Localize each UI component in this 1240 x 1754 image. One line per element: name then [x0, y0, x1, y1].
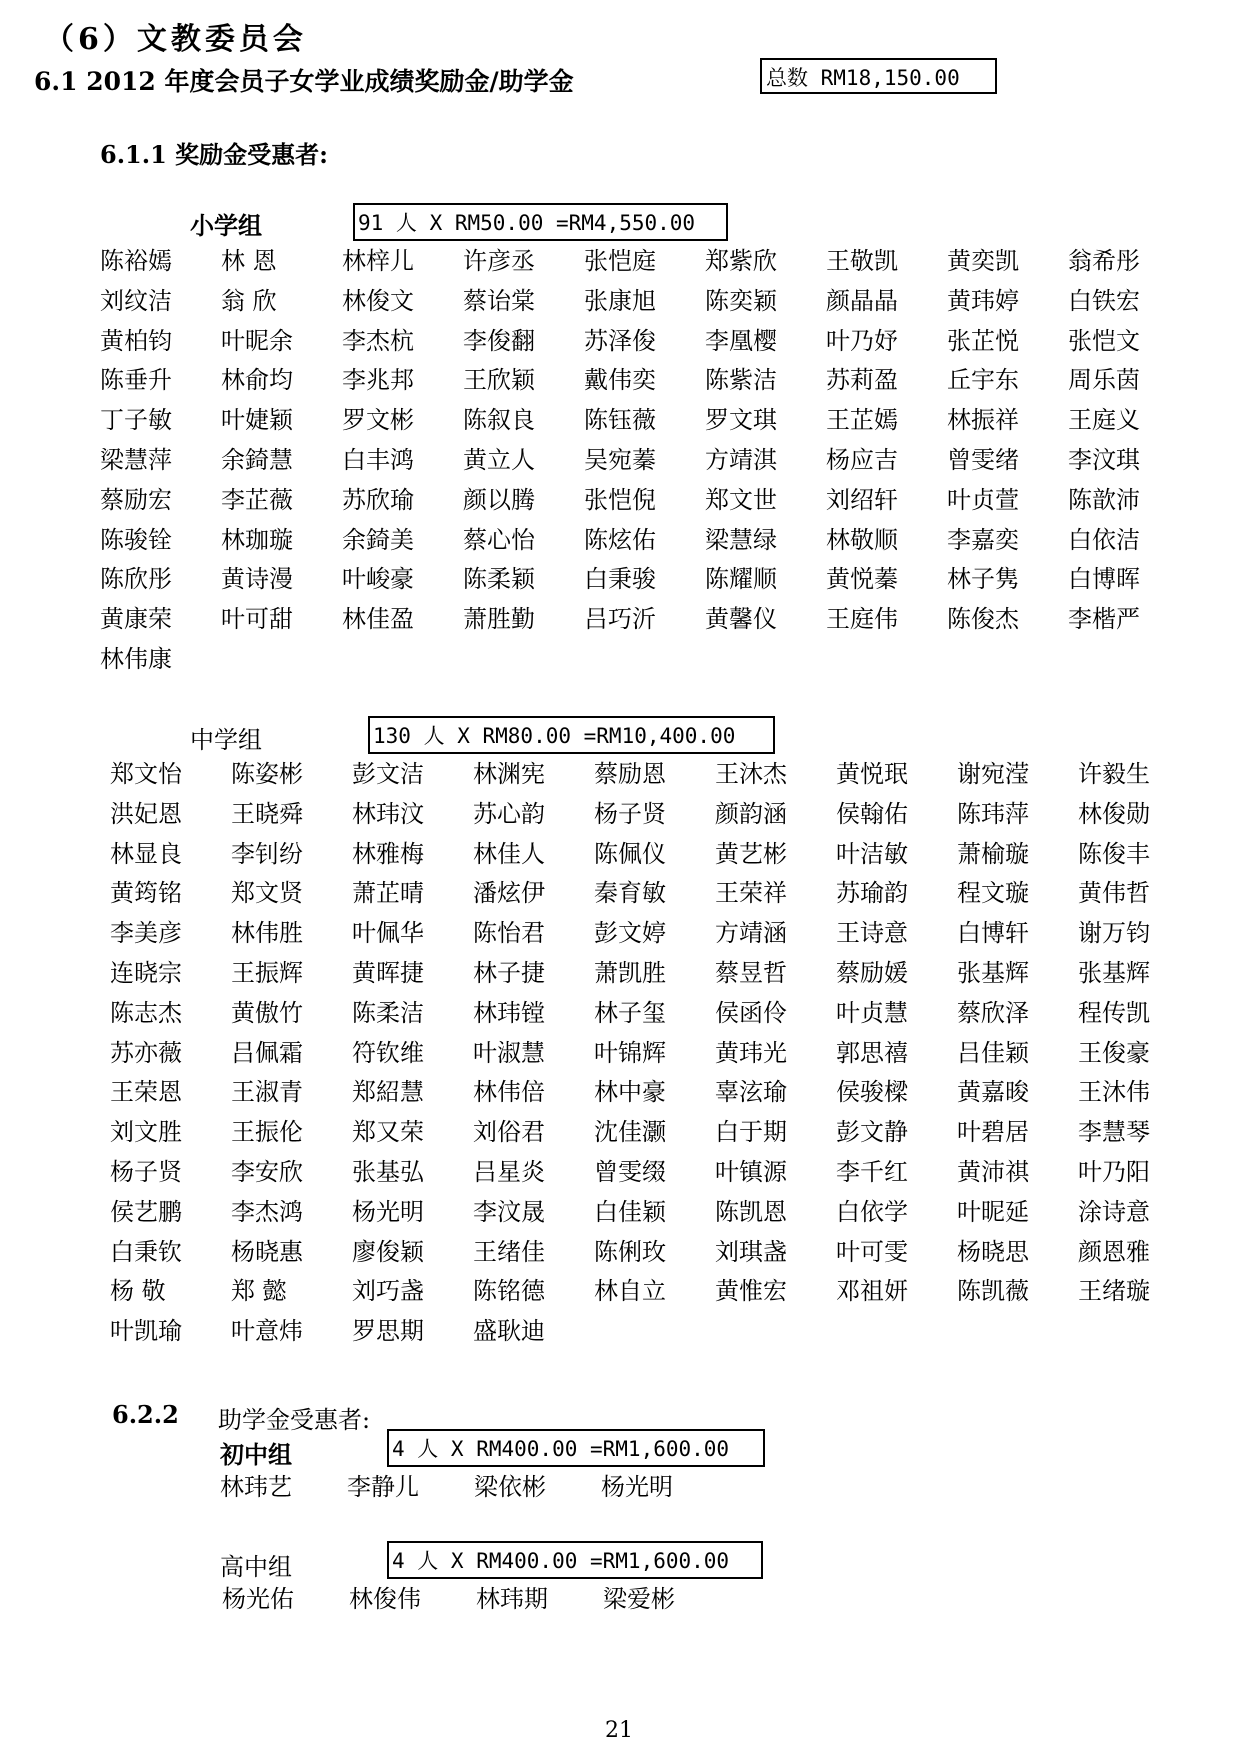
recipient-name: 蔡诒棠	[463, 286, 535, 315]
recipient-name: 陈骏铨	[100, 525, 172, 554]
recipient-name: 郑又荣	[352, 1118, 424, 1147]
recipient-name: 白铁宏	[1068, 286, 1140, 315]
recipient-name: 黄馨仪	[705, 605, 777, 634]
secondary-names-grid	[110, 755, 1199, 1352]
recipient-name: 王淑青	[231, 1078, 303, 1107]
recipient-name: 叶淑慧	[473, 1038, 545, 1067]
section-heading: （6）文教委员会	[44, 22, 307, 57]
recipient-name: 叶佩华	[352, 919, 424, 948]
recipient-name: 李嘉奕	[947, 525, 1019, 554]
recipient-name: 梁依彬	[474, 1473, 546, 1501]
recipient-name: 彭文婷	[594, 919, 666, 948]
recipient-name: 郑紫欣	[705, 247, 777, 275]
recipient-name: 叶镇源	[715, 1157, 787, 1186]
recipient-name: 罗思期	[352, 1317, 424, 1346]
recipient-name: 陈怡君	[473, 919, 545, 948]
recipient-name: 侯骏樑	[836, 1078, 908, 1107]
recipient-name: 罗文琪	[705, 406, 777, 435]
recipient-name: 侯翰佑	[836, 799, 908, 828]
recipient-name: 白丰鸿	[342, 445, 414, 474]
recipient-name: 王沐杰	[715, 760, 787, 788]
recipient-name: 叶可甜	[221, 605, 293, 634]
recipient-name: 林玮艺	[220, 1473, 292, 1501]
recipient-name: 王敬凯	[826, 247, 898, 275]
recipient-name: 蔡昱哲	[715, 958, 787, 987]
recipient-name: 陈俊丰	[1078, 839, 1150, 868]
recipient-name: 王芷嫣	[826, 406, 898, 435]
recipient-name: 刘绍轩	[826, 485, 898, 514]
recipient-name: 白博晖	[1068, 565, 1140, 594]
recipient-name: 罗文彬	[342, 406, 414, 435]
recipient-name: 林雅梅	[352, 839, 424, 868]
recipient-name: 李凰樱	[705, 326, 777, 355]
recipient-name: 郑文怡	[110, 760, 182, 788]
recipient-name: 邓祖妍	[836, 1277, 908, 1306]
recipient-name: 叶锦辉	[594, 1038, 666, 1067]
recipient-name: 王欣颖	[463, 366, 535, 395]
recipient-name: 李千红	[836, 1157, 908, 1186]
recipient-name: 陈柔洁	[352, 998, 424, 1027]
recipient-name: 秦育敏	[594, 879, 666, 908]
recipient-name: 林俊伟	[349, 1585, 421, 1613]
recipient-name: 谢宛滢	[957, 760, 1029, 788]
recipient-name: 李杰鸿	[231, 1197, 303, 1226]
recipient-name: 李静儿	[347, 1473, 419, 1501]
recipient-name: 李钊纷	[231, 839, 303, 868]
recipient-name: 吴宛蓁	[584, 445, 656, 474]
recipient-name: 陈歆沛	[1068, 485, 1140, 514]
recipient-name: 林俊勋	[1078, 799, 1150, 828]
recipient-name: 戴伟奕	[584, 366, 656, 395]
recipient-name: 叶婕颖	[221, 406, 293, 435]
recipient-name: 叶贞萱	[947, 485, 1019, 514]
recipient-name: 刘俗君	[473, 1118, 545, 1147]
recipient-name: 苏心韵	[473, 799, 545, 828]
recipient-name: 叶昵余	[221, 326, 293, 355]
recipient-name: 李俊翻	[463, 326, 535, 355]
recipient-name: 潘炫伊	[473, 879, 545, 908]
recipient-name: 陈叙良	[463, 406, 535, 435]
recipient-name: 颜韵涵	[715, 799, 787, 828]
secondary-group-label: 中学组	[190, 726, 262, 754]
recipient-name: 张恺文	[1068, 326, 1140, 355]
recipient-name: 陈志杰	[110, 998, 182, 1027]
recipient-name: 吕星炎	[473, 1157, 545, 1186]
recipient-name: 李楷严	[1068, 605, 1140, 634]
recipient-name: 萧凯胜	[594, 958, 666, 987]
recipient-name: 林子隽	[947, 565, 1019, 594]
recipient-name: 刘巧盏	[352, 1277, 424, 1306]
recipient-name: 陈炫佑	[584, 525, 656, 554]
recipient-name: 翁希彤	[1068, 247, 1140, 275]
bursary-heading-number: 6.2.2	[112, 1400, 179, 1429]
recipient-name: 陈俊杰	[947, 605, 1019, 634]
recipient-name: 陈铭德	[473, 1277, 545, 1306]
recipient-name: 黄晖捷	[352, 958, 424, 987]
recipient-name: 林自立	[594, 1277, 666, 1306]
recipient-name: 林中豪	[594, 1078, 666, 1107]
recipient-name: 杨子贤	[110, 1157, 182, 1186]
recipient-name: 曾雯缀	[594, 1157, 666, 1186]
recipient-name: 程文璇	[957, 879, 1029, 908]
recipient-name: 许毅生	[1078, 760, 1150, 788]
recipient-name: 林子捷	[473, 958, 545, 987]
secondary-summary-box: 130 人 X RM80.00 =RM10,400.00	[368, 716, 775, 754]
recipient-name: 方靖涵	[715, 919, 787, 948]
recipient-name: 廖俊颖	[352, 1237, 424, 1266]
recipient-name: 林佳人	[473, 839, 545, 868]
recipient-name: 林玮汶	[352, 799, 424, 828]
recipient-name: 彭文静	[836, 1118, 908, 1147]
upper-secondary-label: 高中组	[220, 1553, 292, 1581]
recipient-name: 黄沛祺	[957, 1157, 1029, 1186]
recipient-name: 王沐伟	[1078, 1078, 1150, 1107]
recipient-name: 王庭伟	[826, 605, 898, 634]
bursary-heading-label: 助学金受惠者:	[218, 1406, 371, 1434]
recipient-name: 叶可雯	[836, 1237, 908, 1266]
recipient-name: 林子玺	[594, 998, 666, 1027]
recipient-name: 刘文胜	[110, 1118, 182, 1147]
total-amount-box: 总数 RM18,150.00	[760, 58, 997, 94]
recipient-name: 白佳颖	[594, 1197, 666, 1226]
recipient-name: 符钦维	[352, 1038, 424, 1067]
recipient-name: 叶乃妤	[826, 326, 898, 355]
recipient-name: 周乐茵	[1068, 366, 1140, 395]
recipient-name: 林玮期	[476, 1585, 548, 1613]
recipient-name: 陈凯薇	[957, 1277, 1029, 1306]
lower-secondary-names	[220, 1468, 728, 1508]
recipient-name: 林俊文	[342, 286, 414, 315]
recipient-name: 萧芷晴	[352, 879, 424, 908]
recipient-name: 李兆邦	[342, 366, 414, 395]
recipient-name: 刘纹洁	[100, 286, 172, 315]
recipient-name: 谢万钧	[1078, 919, 1150, 948]
recipient-name: 杨晓惠	[231, 1237, 303, 1266]
recipient-name: 陈紫洁	[705, 366, 777, 395]
recipient-name: 李美彦	[110, 919, 182, 948]
recipient-name: 黄奕凯	[947, 247, 1019, 275]
recipient-name: 涂诗意	[1078, 1197, 1150, 1226]
recipient-name: 李芷薇	[221, 485, 293, 514]
recipient-name: 张恺庭	[584, 247, 656, 275]
recipient-name: 黄玮婷	[947, 286, 1019, 315]
recipient-name: 黄诗漫	[221, 565, 293, 594]
recipient-name: 林渊宪	[473, 760, 545, 788]
recipient-name: 许彦丞	[463, 247, 535, 275]
recipient-name: 黄柏钧	[100, 326, 172, 355]
recipient-name: 林佳盈	[342, 605, 414, 634]
recipient-name: 叶洁敏	[836, 839, 908, 868]
recipient-name: 叶昵延	[957, 1197, 1029, 1226]
recipient-name: 叶凯瑜	[110, 1317, 182, 1346]
recipient-name: 林俞均	[221, 366, 293, 395]
recipient-name: 李安欣	[231, 1157, 303, 1186]
scholarship-recipients-heading: 6.1.1 奖励金受惠者:	[100, 140, 329, 169]
primary-summary-box: 91 人 X RM50.00 =RM4,550.00	[353, 203, 728, 241]
recipient-name: 蔡励媛	[836, 958, 908, 987]
recipient-name: 黄傲竹	[231, 998, 303, 1027]
recipient-name: 林珈璇	[221, 525, 293, 554]
recipient-name: 苏泽俊	[584, 326, 656, 355]
recipient-name: 颜晶晶	[826, 286, 898, 315]
recipient-name: 陈欣彤	[100, 565, 172, 594]
recipient-name: 吕佳颖	[957, 1038, 1029, 1067]
recipient-name: 黄立人	[463, 445, 535, 474]
recipient-name: 王荣恩	[110, 1078, 182, 1107]
recipient-name: 郑紹慧	[352, 1078, 424, 1107]
recipient-name: 陈玮萍	[957, 799, 1029, 828]
recipient-name: 张基辉	[1078, 958, 1150, 987]
recipient-name: 李汶琪	[1068, 445, 1140, 474]
recipient-name: 苏瑜韵	[836, 879, 908, 908]
recipient-name: 陈凯恩	[715, 1197, 787, 1226]
recipient-name: 黄伟哲	[1078, 879, 1150, 908]
recipient-name: 陈垂升	[100, 366, 172, 395]
recipient-name: 王振辉	[231, 958, 303, 987]
recipient-name: 黄嘉晙	[957, 1078, 1029, 1107]
recipient-name: 林伟胜	[231, 919, 303, 948]
lower-secondary-label: 初中组	[220, 1440, 292, 1469]
recipient-name: 黄悦蓁	[826, 565, 898, 594]
recipient-name: 杨晓思	[957, 1237, 1029, 1266]
recipient-name: 黄康荣	[100, 605, 172, 634]
recipient-name: 苏莉盈	[826, 366, 898, 395]
page-number: 21	[605, 1718, 633, 1743]
recipient-name: 程传凯	[1078, 998, 1150, 1027]
subsection-title: 6.1 2012 年度会员子女学业成绩奖励金/助学金	[34, 67, 574, 96]
recipient-name: 陈钰薇	[584, 406, 656, 435]
recipient-name: 林显良	[110, 839, 182, 868]
recipient-name: 颜恩雅	[1078, 1237, 1150, 1266]
recipient-name: 郑文世	[705, 485, 777, 514]
recipient-name: 叶意炜	[231, 1317, 303, 1346]
recipient-name: 郑文贤	[231, 879, 303, 908]
recipient-name: 杨子贤	[594, 799, 666, 828]
recipient-name: 丘宇东	[947, 366, 1019, 395]
recipient-name: 梁慧萍	[100, 445, 172, 474]
recipient-name: 萧胜勤	[463, 605, 535, 634]
recipient-name: 萧榆璇	[957, 839, 1029, 868]
recipient-name: 杨光明	[352, 1197, 424, 1226]
upper-secondary-summary-box: 4 人 X RM400.00 =RM1,600.00	[387, 1541, 763, 1579]
recipient-name: 蔡欣泽	[957, 998, 1029, 1027]
recipient-name: 叶乃阳	[1078, 1157, 1150, 1186]
recipient-name: 张基辉	[957, 958, 1029, 987]
recipient-name: 郭思禧	[836, 1038, 908, 1067]
recipient-name: 侯艺鹏	[110, 1197, 182, 1226]
recipient-name: 杨光佑	[222, 1585, 294, 1613]
recipient-name: 翁 欣	[221, 286, 277, 315]
recipient-name: 王诗意	[836, 919, 908, 948]
recipient-name: 林振祥	[947, 406, 1019, 435]
recipient-name: 王振伦	[231, 1118, 303, 1147]
recipient-name: 杨光明	[601, 1473, 673, 1501]
recipient-name: 方靖淇	[705, 445, 777, 474]
recipient-name: 张康旭	[584, 286, 656, 315]
recipient-name: 陈裕嫣	[100, 247, 172, 275]
recipient-name: 白于期	[715, 1118, 787, 1147]
recipient-name: 黄悦珉	[836, 760, 908, 788]
recipient-name: 陈耀顺	[705, 565, 777, 594]
recipient-name: 叶碧居	[957, 1118, 1029, 1147]
primary-names-grid	[100, 242, 1189, 680]
recipient-name: 侯函伶	[715, 998, 787, 1027]
recipient-name: 余錡美	[342, 525, 414, 554]
recipient-name: 杨 敬	[110, 1277, 166, 1306]
recipient-name: 连晓宗	[110, 958, 182, 987]
recipient-name: 张芷悦	[947, 326, 1019, 355]
recipient-name: 黄惟宏	[715, 1277, 787, 1306]
recipient-name: 陈奕颖	[705, 286, 777, 315]
lower-secondary-summary-box: 4 人 X RM400.00 =RM1,600.00	[387, 1429, 765, 1467]
recipient-name: 林 恩	[221, 247, 277, 275]
recipient-name: 盛耿迪	[473, 1317, 545, 1346]
recipient-name: 吕佩霜	[231, 1038, 303, 1067]
recipient-name: 林伟康	[100, 644, 172, 673]
recipient-name: 陈姿彬	[231, 760, 303, 788]
recipient-name: 梁慧绿	[705, 525, 777, 554]
recipient-name: 余錡慧	[221, 445, 293, 474]
recipient-name: 丁子敏	[100, 406, 172, 435]
recipient-name: 王绪佳	[473, 1237, 545, 1266]
recipient-name: 白依洁	[1068, 525, 1140, 554]
recipient-name: 颜以腾	[463, 485, 535, 514]
recipient-name: 林梓儿	[342, 247, 414, 275]
recipient-name: 王绪璇	[1078, 1277, 1150, 1306]
recipient-name: 苏欣瑜	[342, 485, 414, 514]
recipient-name: 白依学	[836, 1197, 908, 1226]
recipient-name: 王庭义	[1068, 406, 1140, 435]
recipient-name: 李汶晟	[473, 1197, 545, 1226]
recipient-name: 黄筠铭	[110, 879, 182, 908]
recipient-name: 黄玮光	[715, 1038, 787, 1067]
recipient-name: 张恺倪	[584, 485, 656, 514]
recipient-name: 王俊豪	[1078, 1038, 1150, 1067]
recipient-name: 白博轩	[957, 919, 1029, 948]
recipient-name: 洪妃恩	[110, 799, 182, 828]
upper-secondary-names	[222, 1580, 730, 1620]
recipient-name: 林玮镗	[473, 998, 545, 1027]
recipient-name: 蔡励恩	[594, 760, 666, 788]
recipient-name: 蔡心怡	[463, 525, 535, 554]
recipient-name: 曾雯绪	[947, 445, 1019, 474]
primary-group-label: 小学组	[190, 211, 262, 240]
recipient-name: 郑 懿	[231, 1277, 287, 1306]
recipient-name: 杨应吉	[826, 445, 898, 474]
recipient-name: 苏亦薇	[110, 1038, 182, 1067]
recipient-name: 张基弘	[352, 1157, 424, 1186]
recipient-name: 吕巧沂	[584, 605, 656, 634]
recipient-name: 陈俐玫	[594, 1237, 666, 1266]
recipient-name: 刘琪盏	[715, 1237, 787, 1266]
recipient-name: 王晓舜	[231, 799, 303, 828]
recipient-name: 陈佩仪	[594, 839, 666, 868]
recipient-name: 蔡励宏	[100, 485, 172, 514]
recipient-name: 李慧琴	[1078, 1118, 1150, 1147]
recipient-name: 叶贞慧	[836, 998, 908, 1027]
recipient-name: 林敬顺	[826, 525, 898, 554]
recipient-name: 叶峻豪	[342, 565, 414, 594]
recipient-name: 辜泫瑜	[715, 1078, 787, 1107]
recipient-name: 白秉骏	[584, 565, 656, 594]
recipient-name: 白秉钦	[110, 1237, 182, 1266]
recipient-name: 沈佳灏	[594, 1118, 666, 1147]
recipient-name: 彭文洁	[352, 760, 424, 788]
recipient-name: 陈柔颖	[463, 565, 535, 594]
recipient-name: 梁爱彬	[603, 1585, 675, 1613]
recipient-name: 李杰杭	[342, 326, 414, 355]
recipient-name: 林伟倍	[473, 1078, 545, 1107]
recipient-name: 黄艺彬	[715, 839, 787, 868]
recipient-name: 王荣祥	[715, 879, 787, 908]
